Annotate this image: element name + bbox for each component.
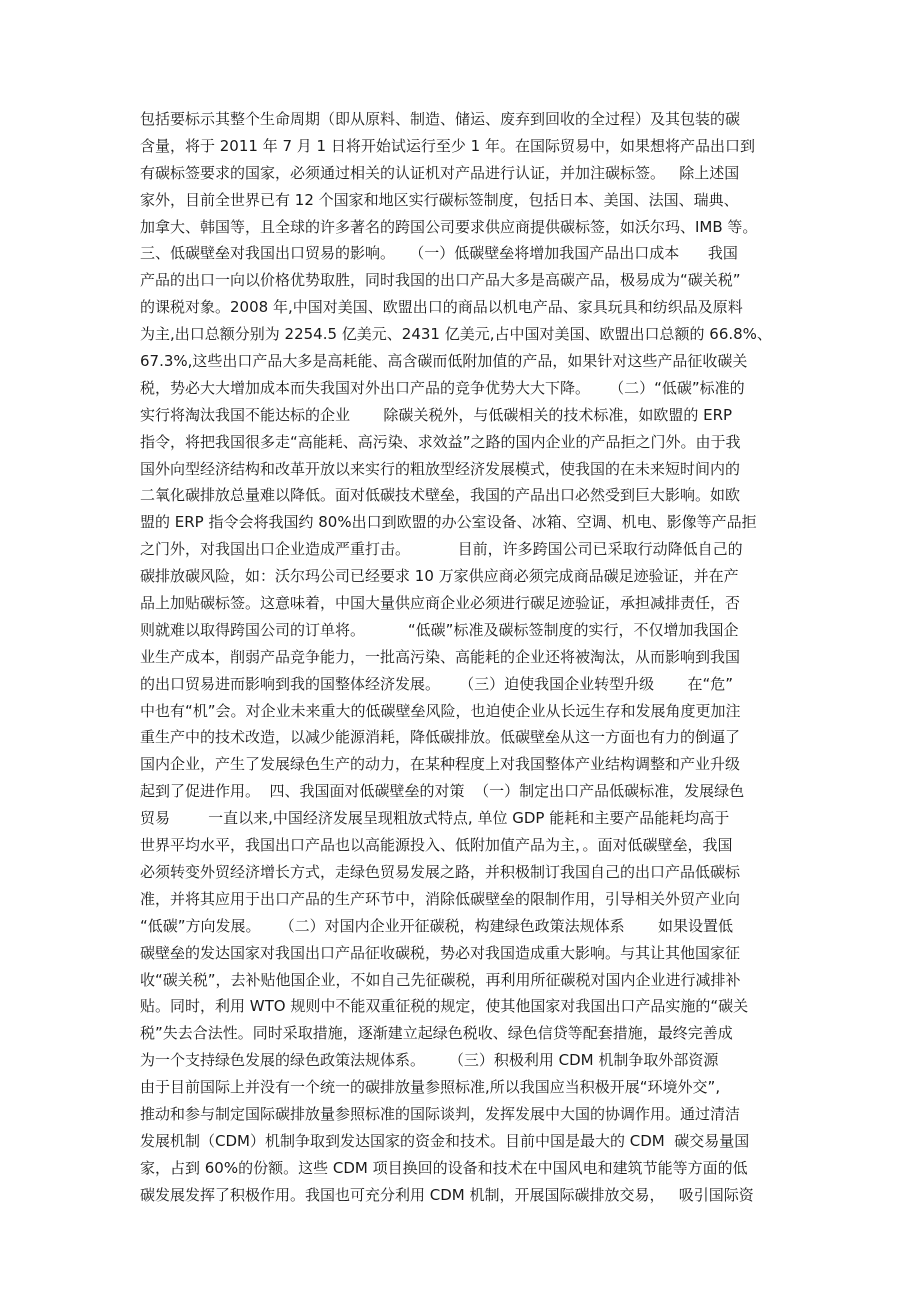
- text-line: 碳排放碳风险，如：沃尔玛公司已经要求 10 万家供应商必须完成商品碳足迹验证，并在产: [140, 567, 739, 586]
- text-line: 包括要标示其整个生命周期（即从原料、制造、储运、废弃到回收的全过程）及其包装的碳: [140, 110, 741, 128]
- text-line: 发展机制（CDM）机制争取到发达国家的资金和技术。目前中国是最大的 CDM 碳交易量国: [140, 1131, 750, 1150]
- text-line: 税，势必大大增加成本而失我国对外出口产品的竞争优势大大下降。 （二）“低碳”标准的: [140, 378, 745, 397]
- text-line: 则就难以取得跨国公司的订单将。 “低碳”标准及碳标签制度的实行，不仅增加我国企: [140, 620, 739, 639]
- text-line: 的课税对象。2008 年,中国对美国、欧盟出口的商品以机电产品、家具玩具和纺织品及原料: [140, 298, 743, 317]
- body-text: [140, 106, 790, 1209]
- text-line: 准，并将其应用于出口产品的生产环节中，消除低碳壁垒的限制作用，引导相关外贸产业向: [140, 889, 741, 908]
- text-line: 67.3%,这些出口产品大多是高耗能、高含碳而低附加值的产品，如果针对这些产品征收碳关: [140, 352, 748, 371]
- text-line: 税”失去合法性。同时采取措施，逐渐建立起绿色税收、绿色信贷等配套措施，最终完善成: [140, 1024, 733, 1043]
- text-line: 收“碳关税”，去补贴他国企业，不如自己先征碳税，再利用所征碳税对国内企业进行减排补: [140, 970, 741, 989]
- text-line: 贴。同时，利用 WTO 规则中不能双重征税的规定，使其他国家对我国出口产品实施的“碳关: [140, 997, 749, 1016]
- text-line: 贸易 一直以来,中国经济发展呈现粗放式特点, 单位 GDP 能耗和主要产品能耗均高于: [140, 809, 730, 828]
- text-line: 世界平均水平，我国出口产品也以高能源投入、低附加值产品为主，。面对低碳壁垒，我国: [140, 836, 733, 855]
- text-line: 含量，将于 2011 年 7 月 1 日将开始试运行至少 1 年。在国际贸易中，如果想将产品出口到: [140, 136, 755, 155]
- text-line: 碳壁垒的发达国家对我国出口产品征收碳税，势必对我国造成重大影响。与其让其他国家征: [140, 943, 741, 962]
- text-line: 品上加贴碳标签。这意味着，中国大量供应商企业必须进行碳足迹验证，承担减排责任，否: [140, 594, 741, 613]
- text-line: 二氧化碳排放总量难以降低。面对低碳技术壁垒，我国的产品出口必然受到巨大影响。如欧: [140, 486, 741, 505]
- text-line: 加拿大、韩国等，且全球的许多著名的跨国公司要求供应商提供碳标签，如沃尔玛、IMB 等。: [140, 217, 758, 236]
- text-line: 盟的 ERP 指令会将我国约 80%出口到欧盟的办公室设备、冰箱、空调、机电、影像等产品拒: [140, 513, 757, 532]
- text-line: “低碳”方向发展。 （二）对国内企业开征碳税，构建绿色政策法规体系 如果设置低: [140, 916, 733, 935]
- text-line: 重生产中的技术改造，以减少能源消耗，降低碳排放。低碳壁垒从这一方面也有力的倒逼了: [140, 728, 741, 747]
- text-line: 三、低碳壁垒对我国出口贸易的影响。 （一）低碳壁垒将增加我国产品出口成本 我国: [140, 244, 738, 263]
- text-line: 国外向型经济结构和改革开放以来实行的粗放型经济发展模式，使我国的在未来短时间内的: [140, 459, 741, 478]
- text-line: 由于目前国际上并没有一个统一的碳排放量参照标准,所以我国应当积极开展“环境外交”,: [140, 1078, 721, 1097]
- text-line: 必须转变外贸经济增长方式，走绿色贸易发展之路，并积极制订我国自己的出口产品低碳标: [140, 862, 741, 881]
- text-line: 中也有“机”会。对企业未来重大的低碳壁垒风险，也迫使企业从长远生存和发展角度更加注: [140, 701, 741, 720]
- text-line: 有碳标签要求的国家，必须通过相关的认证机对产品进行认证，并加注碳标签。 除上述国: [140, 163, 740, 182]
- text-line: 实行将淘汰我国不能达标的企业 除碳关税外，与低碳相关的技术标准，如欧盟的 ERP: [140, 405, 733, 424]
- text-line: 推动和参与制定国际碳排放量参照标准的国际谈判，发挥发展中大国的协调作用。通过清洁: [140, 1104, 741, 1123]
- text-line: 家，占到 60%的份额。这些 CDM 项目换回的设备和技术在中国风电和建筑节能等方面的低: [140, 1158, 748, 1177]
- text-line: 之门外，对我国出口企业造成严重打击。 目前，许多跨国公司已采取行动降低自己的: [140, 540, 743, 559]
- text-line: 产品的出口一向以价格优势取胜，同时我国的出口产品大多是高碳产品，极易成为“碳关税”: [140, 271, 741, 290]
- text-line: 指令，将把我国很多走“高能耗、高污染、求效益”之路的国内企业的产品拒之门外。由于我: [140, 432, 741, 451]
- text-line: 为主,出口总额分别为 2254.5 亿美元、2431 亿美元,占中国对美国、欧盟出口总额的 66.8%、: [140, 325, 772, 344]
- text-line: 起到了促进作用。 四、我国面对低碳壁垒的对策 （一）制定出口产品低碳标准，发展绿色: [140, 782, 745, 801]
- text-line: 国内企业，产生了发展绿色生产的动力，在某种程度上对我国整体产业结构调整和产业升级: [140, 755, 741, 774]
- text-line: 家外，目前全世界已有 12 个国家和地区实行碳标签制度，包括日本、美国、法国、瑞典、: [140, 190, 739, 209]
- text-line: 碳发展发挥了积极作用。我国也可充分利用 CDM 机制，开展国际碳排放交易， 吸引国际资: [140, 1185, 754, 1204]
- text-line: 的出口贸易进而影响到我的国整体经济发展。 （三）迫使我国企业转型升级 在“危”: [140, 674, 733, 693]
- text-line: 为一个支持绿色发展的绿色政策法规体系。 （三）积极利用 CDM 机制争取外部资源: [140, 1051, 719, 1070]
- text-line: 业生产成本，削弱产品竞争能力，一批高污染、高能耗的企业还将被淘汰，从而影响到我国: [140, 647, 741, 666]
